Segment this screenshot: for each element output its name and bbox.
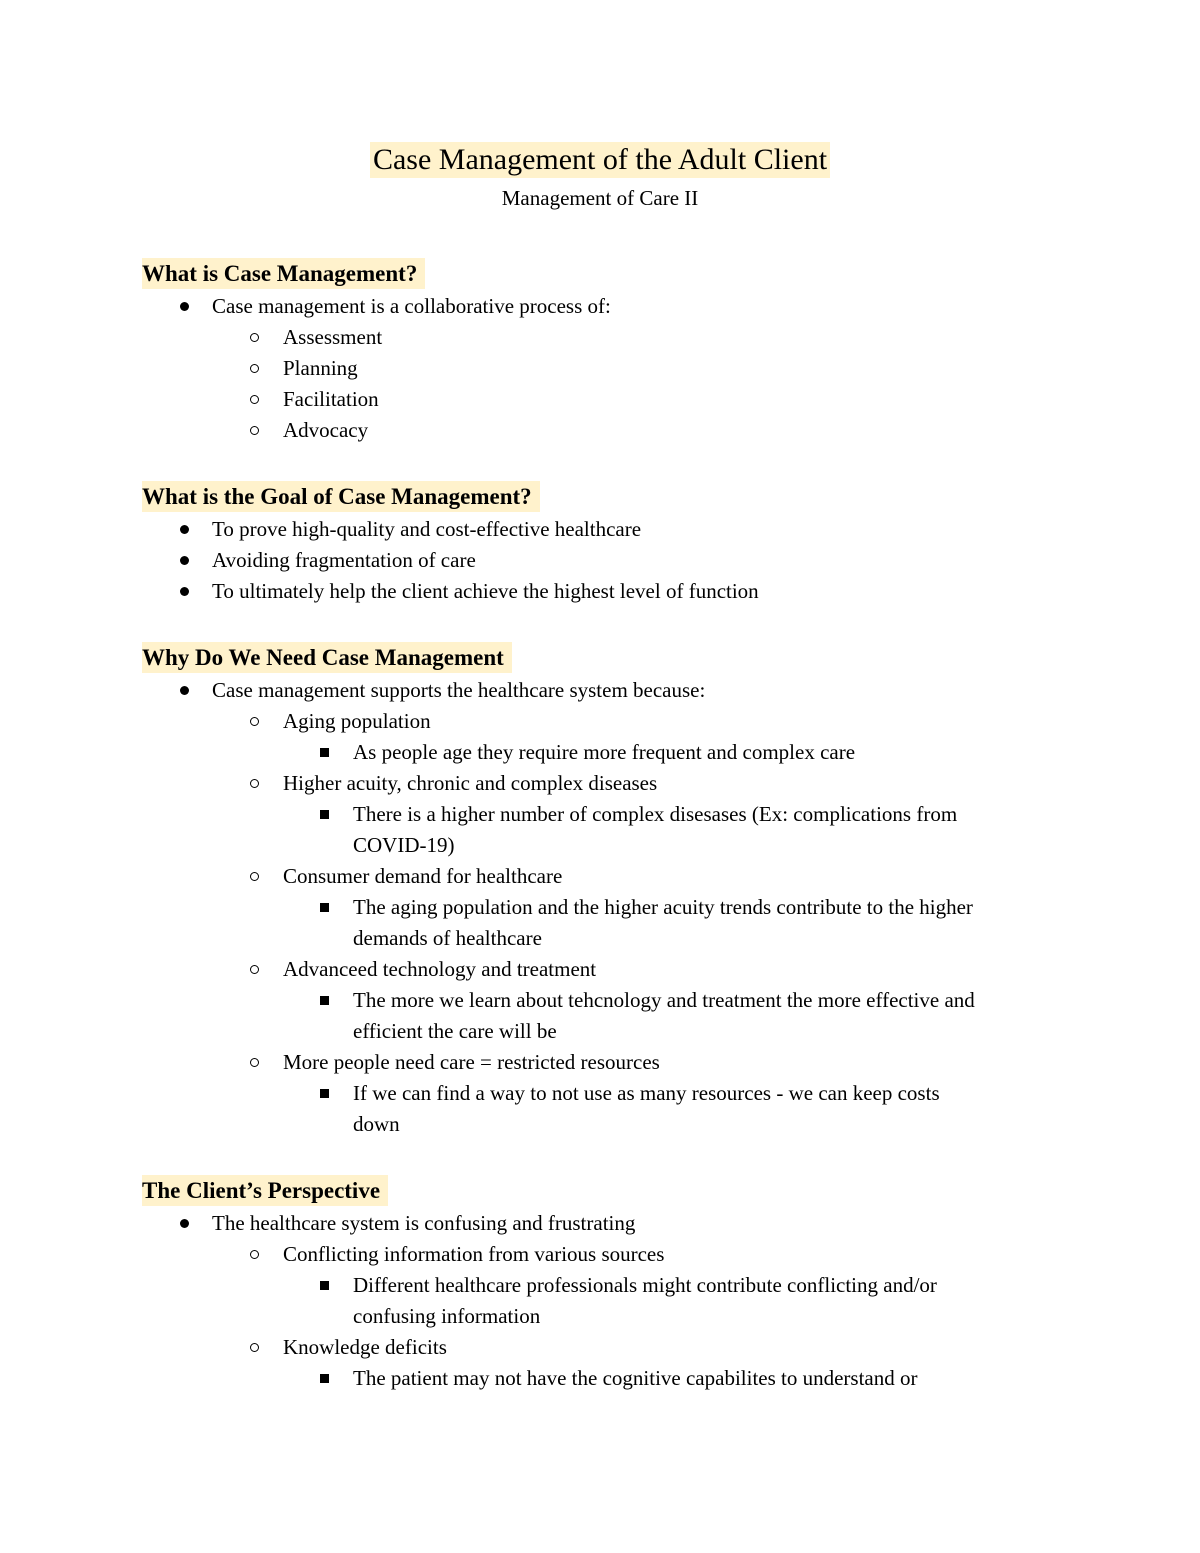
list-item (0, 1239, 1200, 1270)
list-item (0, 322, 1200, 353)
section-heading-text: The Client’s Perspective (142, 1175, 388, 1206)
list-item-text: The patient may not have the cognitive capabilites to understand or (353, 1366, 918, 1390)
subtitle-row (0, 183, 1200, 213)
bullet-square-icon (320, 1374, 329, 1383)
list-item (0, 985, 1200, 1016)
list-item (0, 545, 1200, 576)
list-item (0, 861, 1200, 892)
list-item-text: To prove high-quality and cost-effective healthcare (212, 517, 642, 541)
bullet-circle-icon (250, 717, 259, 726)
bullet-circle-icon (250, 1250, 259, 1259)
list-item-text: efficient the care will be (353, 1019, 557, 1043)
bullet-square-icon (320, 748, 329, 757)
list-item (0, 675, 1200, 706)
list-item (0, 892, 1200, 923)
list-item (0, 1332, 1200, 1363)
document-title: Case Management of the Adult Client (370, 142, 830, 178)
bullet-square-icon (320, 1281, 329, 1290)
bullet-square-icon (320, 996, 329, 1005)
list-item-text: COVID-19) (353, 833, 455, 857)
section-heading-text: What is the Goal of Case Management? (142, 481, 540, 512)
bullet-disc-icon (180, 302, 189, 311)
bullet-disc-icon (180, 525, 189, 534)
list-item-text: Advanceed technology and treatment (283, 957, 597, 981)
list-item-continuation (0, 1016, 1200, 1047)
list-item (0, 514, 1200, 545)
list-item-text: Higher acuity, chronic and complex diseases (283, 771, 658, 795)
title-row (0, 142, 1200, 178)
bullet-circle-icon (250, 1058, 259, 1067)
bullet-circle-icon (250, 779, 259, 788)
document-subtitle: Management of Care II (501, 186, 699, 210)
bullet-disc-icon (180, 556, 189, 565)
list-item (0, 1208, 1200, 1239)
list-item-text: confusing information (353, 1304, 541, 1328)
bullet-square-icon (320, 810, 329, 819)
bullet-disc-icon (180, 1219, 189, 1228)
list-item-text: demands of healthcare (353, 926, 542, 950)
list-item-text: More people need care = restricted resources (283, 1050, 660, 1074)
list-item-text: The aging population and the higher acuity trends contribute to the higher (353, 895, 973, 919)
list-item (0, 1270, 1200, 1301)
section-heading-text: Why Do We Need Case Management (142, 642, 512, 673)
bullet-circle-icon (250, 965, 259, 974)
bullet-circle-icon (250, 1343, 259, 1352)
list-item-text: Conflicting information from various sources (283, 1242, 665, 1266)
list-item (0, 1363, 1200, 1394)
bullet-square-icon (320, 903, 329, 912)
bullet-circle-icon (250, 395, 259, 404)
list-item-continuation (0, 830, 1200, 861)
list-item-text: Case management supports the healthcare system because: (212, 678, 706, 702)
section-heading (0, 1172, 1200, 1208)
list-item (0, 1047, 1200, 1078)
list-item-text: If we can find a way to not use as many resources - we can keep costs (353, 1081, 940, 1105)
list-item (0, 384, 1200, 415)
list-item-continuation (0, 1301, 1200, 1332)
bullet-circle-icon (250, 426, 259, 435)
bullet-square-icon (320, 1089, 329, 1098)
list-item-text: Aging population (283, 709, 431, 733)
bullet-disc-icon (180, 686, 189, 695)
list-item (0, 353, 1200, 384)
section-heading-text: What is Case Management? (142, 258, 425, 289)
list-item-text: Avoiding fragmentation of care (212, 548, 476, 572)
list-item-continuation (0, 923, 1200, 954)
section-heading (0, 639, 1200, 675)
list-item-text: Facilitation (283, 387, 379, 411)
list-item (0, 1078, 1200, 1109)
list-item-continuation (0, 1109, 1200, 1140)
list-item-text: To ultimately help the client achieve the highest level of function (212, 579, 759, 603)
list-item-text: As people age they require more frequent and complex care (353, 740, 856, 764)
bullet-disc-icon (180, 587, 189, 596)
list-item (0, 415, 1200, 446)
section-heading (0, 478, 1200, 514)
list-item-text: Planning (283, 356, 358, 380)
list-item (0, 706, 1200, 737)
list-item (0, 737, 1200, 768)
bullet-circle-icon (250, 872, 259, 881)
list-item-text: Knowledge deficits (283, 1335, 447, 1359)
list-item-text: Different healthcare professionals might contribute conflicting and/or (353, 1273, 937, 1297)
list-item-text: There is a higher number of complex disesases (Ex: complications from (353, 802, 958, 826)
list-item-text: Assessment (283, 325, 383, 349)
list-item (0, 576, 1200, 607)
section-heading (0, 255, 1200, 291)
list-item-text: Advocacy (283, 418, 369, 442)
list-item-text: The healthcare system is confusing and frustrating (212, 1211, 636, 1235)
list-item-text: Case management is a collaborative process of: (212, 294, 611, 318)
document-body (0, 142, 1200, 1394)
list-item (0, 768, 1200, 799)
list-item-text: Consumer demand for healthcare (283, 864, 563, 888)
bullet-circle-icon (250, 364, 259, 373)
list-item-text: down (353, 1112, 400, 1136)
list-item (0, 954, 1200, 985)
bullet-circle-icon (250, 333, 259, 342)
list-item (0, 799, 1200, 830)
list-item-text: The more we learn about tehcnology and treatment the more effective and (353, 988, 975, 1012)
list-item (0, 291, 1200, 322)
